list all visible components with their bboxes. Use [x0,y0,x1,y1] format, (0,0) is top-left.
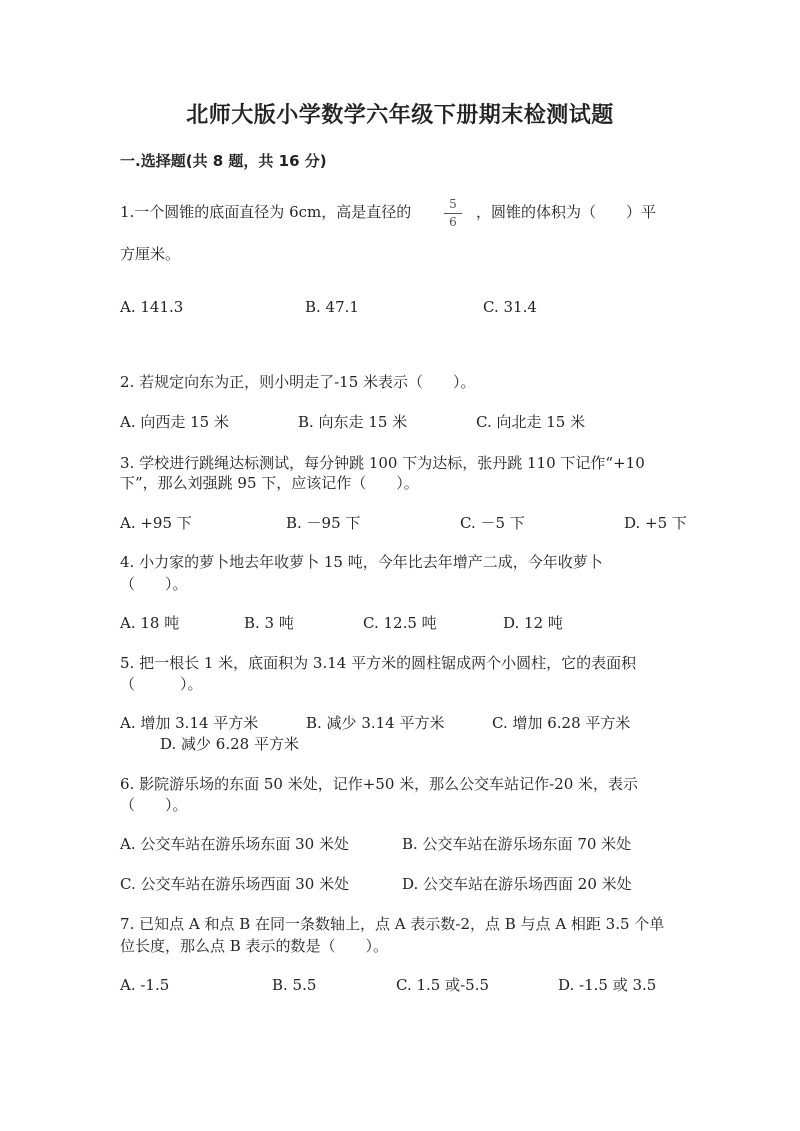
q3-option-a: A. +95 下 [120,514,192,532]
q6-option-b: B. 公交车站在游乐场东面 70 米处 [402,835,632,853]
q2-option-c: C. 向北走 15 米 [476,413,586,431]
q1-fraction [444,198,462,229]
q7-option-a: A. -1.5 [120,976,170,994]
q6-option-d: D. 公交车站在游乐场西面 20 米处 [402,875,632,893]
q4-option-c: C. 12.5 吨 [363,614,437,632]
q7-option-b: B. 5.5 [272,976,317,994]
q2-text: 2. 若规定向东为正，则小明走了-15 米表示（ ）。 [120,373,476,391]
q6-option-a: A. 公交车站在游乐场东面 30 米处 [120,835,349,853]
q5-option-a: A. 增加 3.14 平方米 [120,714,259,732]
q7-line2: 位长度，那么点 B 表示的数是（ ）。 [120,937,389,955]
q1-option-b: B. 47.1 [305,298,359,316]
q3-option-d: D. +5 下 [624,514,687,532]
q5-option-c: C. 增加 6.28 平方米 [492,714,631,732]
q1-text-before: 1.一个圆锥的底面直径为 6cm，高是直径的 [120,203,412,221]
q3-option-c: C. －5 下 [460,514,525,532]
q3-line1: 3. 学校进行跳绳达标测试，每分钟跳 100 下为达标，张丹跳 110 下记作“+10 [120,454,645,472]
q6-option-c: C. 公交车站在游乐场西面 30 米处 [120,875,350,893]
q1-fraction-denominator: 6 [449,215,457,229]
q7-option-c: C. 1.5 或-5.5 [396,976,490,994]
q2-option-b: B. 向东走 15 米 [298,413,408,431]
q4-option-d: D. 12 吨 [503,614,563,632]
q6-line2: （ ）。 [120,796,188,814]
q1-fraction-numerator: 5 [449,197,457,211]
q2-option-a: A. 向西走 15 米 [120,413,229,431]
q7-line1: 7. 已知点 A 和点 B 在同一条数轴上，点 A 表示数-2，点 B 与点 A 相距 3.5 个单 [120,915,665,933]
q5-line1: 5. 把一根长 1 米，底面积为 3.14 平方米的圆柱锯成两个小圆柱，它的表面积 [120,654,637,672]
page-title: 北师大版小学数学六年级下册期末检测试题 [186,103,614,128]
q4-option-a: A. 18 吨 [120,614,180,632]
q1-option-c: C. 31.4 [483,298,537,316]
q5-option-b: B. 减少 3.14 平方米 [306,714,445,732]
q1-text-line2: 方厘米。 [120,245,181,263]
q5-line2: （ ）。 [120,675,203,693]
section-heading: 一.选择题(共 8 题，共 16 分) [120,152,327,170]
q4-line1: 4. 小力家的萝卜地去年收萝卜 15 吨，今年比去年增产二成，今年收萝卜 [120,553,603,571]
q3-line2: 下”，那么刘强跳 95 下，应该记作（ ）。 [120,474,419,492]
q5-option-d: D. 减少 6.28 平方米 [160,735,299,753]
q6-line1: 6. 影院游乐场的东面 50 米处，记作+50 米，那么公交车站记作-20 米，表示 [120,775,639,793]
q7-option-d: D. -1.5 或 3.5 [558,976,657,994]
q4-line2: （ ）。 [120,575,188,593]
q4-option-b: B. 3 吨 [244,614,294,632]
q1-text-after: ，圆锥的体积为（ ）平 [476,203,657,221]
q3-option-b: B. －95 下 [286,514,361,532]
fraction-bar [444,213,462,214]
q1-option-a: A. 141.3 [120,298,184,316]
